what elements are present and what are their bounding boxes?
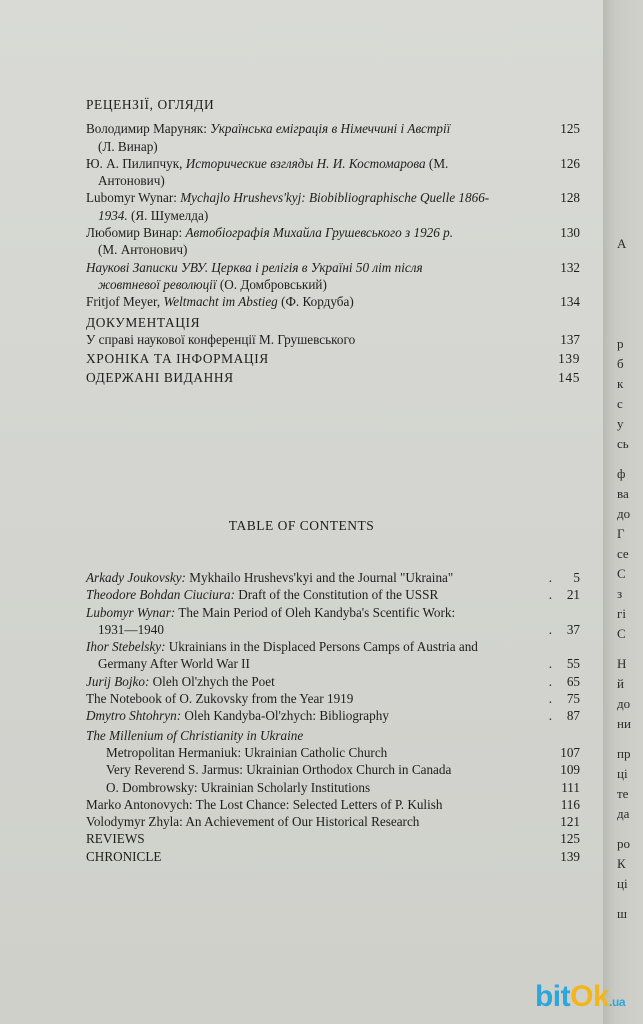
page-number: 128 [560, 190, 580, 206]
review-entry-3: Lubomyr Wynar: Mychajlo Hrushevs'kyj: Biobibliographische Quelle 1866- 128 [86, 190, 580, 206]
page-number: 21 [566, 587, 580, 603]
page-number: 107 [560, 744, 580, 760]
watermark-logo: bitOk.ua [534, 980, 625, 1013]
contents-sub-row: Very Reverend S. Jarmus: Ukrainian Orthodox Church in Canada 109 [106, 762, 580, 778]
page-number: 125 [560, 121, 580, 137]
review-entry-4: Любомир Винар: Автобіографія Михайла Грушевського з 1926 р. 130 [86, 225, 580, 241]
page-number: 145 [558, 370, 580, 386]
page-number: 139 [558, 351, 580, 367]
review-entry-3-cont: 1934. (Я. Шумелда) [98, 207, 209, 223]
review-entry-5-cont: жовтневої революції (О. Домбровський) [98, 276, 327, 292]
contents-section [86, 569, 580, 865]
documentation-heading: ДОКУМЕНТАЦІЯ [86, 314, 201, 330]
millenium-heading: The Millenium of Christianity in Ukraine [86, 727, 304, 743]
contents-row: Arkady Joukovsky: Mykhailo Hrushevs'kyi and the Journal "Ukraina" . 5 [86, 570, 580, 585]
page-number: 75 [566, 691, 580, 707]
review-entry-1: Володимир Маруняк: Українська еміграція в Німеччині і Австрії 125 [86, 121, 580, 137]
page-number: 37 [566, 621, 580, 637]
reviews-section [86, 96, 580, 387]
contents-row: Marko Antonovych: The Lost Chance: Selected Letters of P. Kulish 116 [86, 796, 580, 812]
adjacent-page-edge: A р б к с у сь ф ва до Г се С з гі С Н й до ни пр ці те да ро К ці ш [603, 0, 643, 1024]
contents-row: Lubomyr Wynar: The Main Period of Oleh Kandyba's Scentific Work: [86, 604, 456, 620]
page-number: 5 [573, 570, 580, 585]
contents-row-cont: Germany After World War II . 55 [98, 656, 580, 672]
page-number: 109 [560, 762, 580, 778]
page-number: 111 [561, 779, 580, 795]
page-number: 125 [560, 831, 580, 847]
contents-row: CHRONICLE 139 [86, 848, 580, 864]
review-entry-6: Fritjof Meyer, Weltmacht im Abstieg (Ф. Кордуба) 134 [86, 294, 580, 310]
page-number: 65 [566, 673, 580, 689]
page-number: 126 [560, 155, 580, 171]
contents-row: Ihor Stebelsky: Ukrainians in the Displaced Persons Camps of Austria and [86, 639, 478, 655]
contents-row: Jurij Bojko: Oleh Ol'zhych the Poet . 65 [86, 673, 580, 689]
received-heading: ОДЕРЖАНІ ВИДАННЯ 145 [86, 370, 580, 386]
page-number: 134 [560, 294, 580, 310]
page-number: 116 [560, 796, 580, 812]
contents-row: Theodore Bohdan Ciuciura: Draft of the Constitution of the USSR . 21 [86, 587, 580, 603]
review-entry-5: Наукові Записки УВУ. Церква і релігія в Україні 50 літ після 132 [86, 259, 580, 275]
contents-row: Dmytro Shtohryn: Oleh Kandyba-Ol'zhych: Bibliography . 87 [86, 708, 580, 724]
contents-sub-row: Metropolitan Hermaniuk: Ukrainian Catholic Church 107 [106, 744, 580, 760]
review-entry-1-cont: (Л. Винар) [98, 138, 158, 154]
page-number: 121 [560, 814, 580, 830]
contents-row: REVIEWS 125 [86, 831, 580, 847]
review-entry-4-cont: (М. Антонович) [98, 242, 188, 258]
contents-row: The Notebook of O. Zukovsky from the Year 1919 . 75 [86, 691, 580, 707]
page-number: 132 [560, 259, 580, 275]
documentation-entry: У справі наукової конференції М. Грушевського 137 [86, 331, 580, 347]
contents-row: Volodymyr Zhyla: An Achievement of Our Historical Research 121 [86, 814, 580, 830]
page-number: 87 [566, 708, 580, 724]
page-number: 139 [560, 848, 580, 864]
page-number: 137 [560, 331, 580, 347]
chronicle-heading: ХРОНІКА ТА ІНФОРМАЦІЯ 139 [86, 351, 580, 367]
review-entry-2: Ю. А. Пилипчук, Исторические взгляды Н. И. Костомарова (М. 126 [86, 155, 580, 171]
page-number: 130 [560, 225, 580, 241]
page-number: 55 [566, 656, 580, 672]
review-entry-2-cont: Антонович) [98, 173, 165, 189]
contents-title: TABLE OF CONTENTS [228, 518, 375, 533]
contents-row-cont: 1931—1940 . 37 [98, 621, 580, 637]
reviews-heading: РЕЦЕНЗІЇ, ОГЛЯДИ [86, 97, 215, 112]
contents-sub-row: O. Dombrowsky: Ukrainian Scholarly Institutions 111 [106, 779, 580, 795]
